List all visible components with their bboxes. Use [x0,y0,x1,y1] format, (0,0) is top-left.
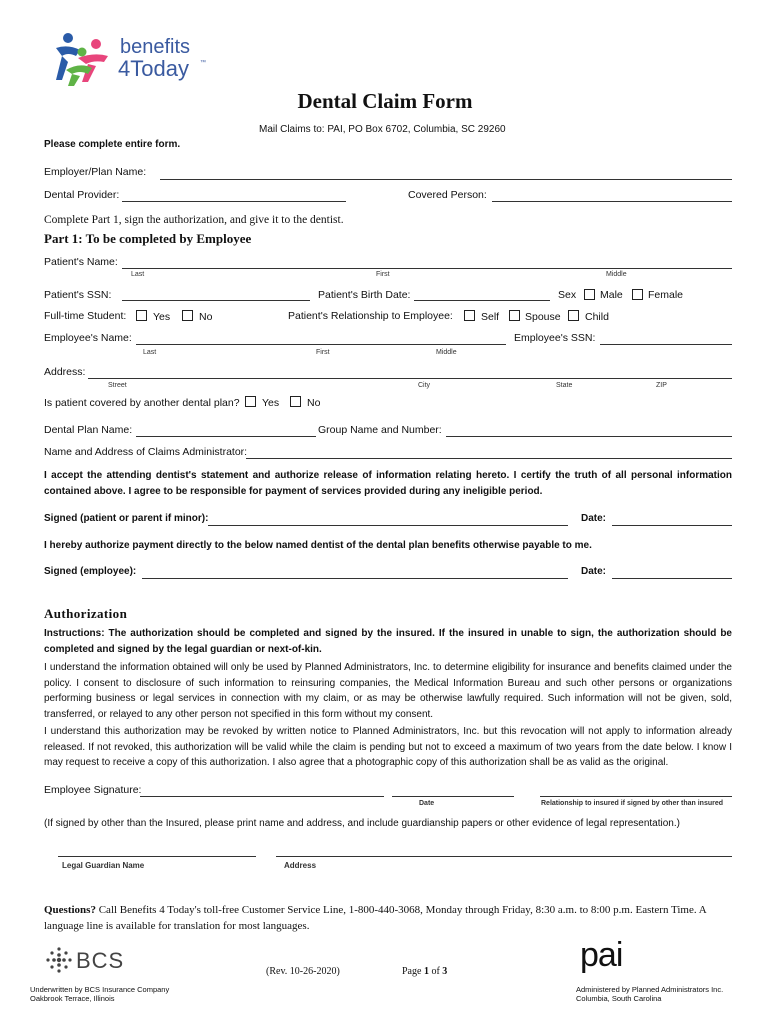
signed-patient-field[interactable] [208,525,568,526]
date1-label: Date: [581,513,607,524]
underwritten-line2: Oakbrook Terrace, Illinois [30,994,115,1003]
relationship-self-label: Self [481,311,500,323]
covered-person-label: Covered Person: [408,189,487,201]
questions-body: Call Benefits 4 Today's toll-free Customer Service Line, 1-800-440-3068, Monday through Friday, 8:30 a.m. to 8:00 p.m. Eastern Time. A language line is available for translation for most languages. [44,904,707,932]
employee-name-last-sub: Last [143,349,157,356]
patient-name-middle-sub: Middle [606,271,627,278]
pai-logo-text: pai [580,936,623,974]
patient-name-last-sub: Last [131,271,145,278]
patient-name-first-sub: First [376,271,390,278]
birth-date-field[interactable] [414,300,550,301]
sex-male-checkbox[interactable] [584,289,595,300]
guardian-name-sub: Legal Guardian Name [62,861,145,870]
relationship-child-checkbox[interactable] [568,310,579,321]
benefits4today-logo [48,30,218,90]
logo-text-4today: 4Today [118,56,189,81]
employer-plan-field[interactable] [160,179,732,180]
employee-name-first-sub: First [316,349,330,356]
sex-label: Sex [558,289,577,301]
claims-admin-label: Name and Address of Claims Administrator: [44,446,248,458]
fulltime-yes-label: Yes [153,311,171,323]
address-zip-sub: ZIP [656,382,667,389]
signed-employee-label: Signed (employee): [44,566,137,577]
sex-male-label: Male [600,289,623,301]
mail-claims-address: Mail Claims to: PAI, PO Box 6702, Columbia, SC 29260 [259,124,506,135]
signature-date-field[interactable] [392,796,514,797]
sex-female-checkbox[interactable] [632,289,643,300]
other-plan-no-checkbox[interactable] [290,396,301,407]
dental-plan-name-field[interactable] [136,436,316,437]
patient-ssn-label: Patient's SSN: [44,289,112,301]
guardian-note: (If signed by other than the Insured, please print name and address, and include guardianship papers or other evidence of legal representation.) [44,818,680,829]
fulltime-no-checkbox[interactable] [182,310,193,321]
relationship-spouse-checkbox[interactable] [509,310,520,321]
patient-name-field[interactable] [122,268,732,269]
page-number [402,966,447,977]
revision-date: (Rev. 10-26-2020) [266,966,340,977]
relationship-spouse-label: Spouse [525,311,561,323]
guardian-name-field[interactable] [58,856,256,857]
people-logo-icon [48,30,118,88]
authorization-instructions: Instructions: The authorization should be completed and signed by the insured. If the insured in unable to sign, the authorization should be completed and signed by the legal guardian or next-of-kin. [44,628,732,655]
administered-line1: Administered by Planned Administrators Inc. [576,985,724,994]
authorization-heading: Authorization [44,606,128,621]
patient-ssn-field[interactable] [122,300,310,301]
logo-tm: ™ [200,60,206,66]
employer-plan-label: Employer/Plan Name: [44,166,147,178]
group-label: Group Name and Number: [318,424,442,436]
signed-patient-label: Signed (patient or parent if minor): [44,513,209,524]
date2-label: Date: [581,566,607,577]
page-total: 3 [442,966,448,977]
employee-ssn-label: Employee's SSN: [514,332,596,344]
authorize-payment-text: I hereby authorize payment directly to the below named dentist of the dental plan benefits otherwise payable to me. [44,540,592,551]
relationship-child-label: Child [585,311,609,323]
underwritten-line1: Underwritten by BCS Insurance Company [30,985,170,994]
claims-admin-field[interactable] [246,458,732,459]
guardian-address-sub: Address [284,861,317,870]
date2-field[interactable] [612,578,732,579]
other-plan-yes-checkbox[interactable] [245,396,256,407]
bcs-logo-text: BCS [76,948,125,973]
bcs-logo [44,946,144,974]
relationship-insured-field[interactable] [540,796,732,797]
birth-date-label: Patient's Birth Date: [318,289,411,301]
dental-provider-label: Dental Provider: [44,189,120,201]
part1-heading: Part 1: To be completed by Employee [44,231,252,246]
patient-name-label: Patient's Name: [44,256,118,268]
bcs-dots-icon [44,946,74,974]
address-label: Address: [44,366,86,378]
page-of: of [428,966,443,977]
address-city-sub: City [418,382,431,389]
part1-intro: Complete Part 1, sign the authorization, and give it to the dentist. [44,214,344,226]
dental-plan-name-label: Dental Plan Name: [44,424,133,436]
administered-line2: Columbia, South Carolina [576,994,662,1003]
page-prefix: Page [402,966,424,977]
employee-name-middle-sub: Middle [436,349,457,356]
signed-employee-field[interactable] [142,578,568,579]
other-plan-yes-label: Yes [262,397,280,409]
fulltime-student-label: Full-time Student: [44,310,127,322]
guardian-address-field[interactable] [276,856,732,857]
group-field[interactable] [446,436,732,437]
employee-name-label: Employee's Name: [44,332,132,344]
pai-logo [580,936,640,980]
accept-statement: I accept the attending dentist's statement and authorize release of information relating hereto. I certify the truth of all personal information contained above. I agree to be responsible for payment of services provided during any ineligible period. [44,470,732,497]
form-title: Dental Claim Form [297,89,473,113]
authorization-para2: I understand this authorization may be revoked by written notice to Planned Administrators, Inc. but this revocation will not apply to information already released. If not revoked, this authorization will be valid while the claim is pending but not to exceed a maximum of two years from the date below. I know I may request to receive a copy of this authorization. I also agree that a photographic copy of this authorization shall be as valid as the original. [44,726,732,768]
authorization-para1: I understand the information obtained will only be used by Planned Administrators, Inc. to determine eligibility for insurance and benefits claimed under the policy. I consent to disclosure of such information to reinsuring companies, the Medical Information Bureau and such other persons or organizations performing business or legal services in connection with my claim, or as may be otherwise lawfully required. Such information will not be given, sold, transferred, or relayed to any other person not specified in this form without my consent. [44,662,732,720]
logo-text-benefits: benefits [120,36,191,58]
relationship-label: Patient's Relationship to Employee: [288,310,453,322]
employee-ssn-field[interactable] [600,344,732,345]
covered-person-field[interactable] [492,201,732,202]
questions-label: Questions? [44,904,96,916]
relationship-insured-sub: Relationship to insured if signed by other than insured [541,800,724,807]
address-field[interactable] [88,378,732,379]
page-current: 1 [423,966,429,977]
relationship-self-checkbox[interactable] [464,310,475,321]
questions-text [44,902,734,934]
complete-instruction: Please complete entire form. [44,139,181,150]
signature-date-sub: Date [419,800,435,807]
employee-name-field[interactable] [136,344,506,345]
other-plan-label: Is patient covered by another dental plan? [44,397,240,409]
employee-signature-label: Employee Signature: [44,784,142,796]
other-plan-no-label: No [307,397,321,409]
dental-provider-field[interactable] [122,201,346,202]
fulltime-yes-checkbox[interactable] [136,310,147,321]
address-state-sub: State [556,382,573,389]
date1-field[interactable] [612,525,732,526]
employee-signature-field[interactable] [140,796,384,797]
address-street-sub: Street [108,382,127,389]
sex-female-label: Female [648,289,684,301]
fulltime-no-label: No [199,311,213,323]
